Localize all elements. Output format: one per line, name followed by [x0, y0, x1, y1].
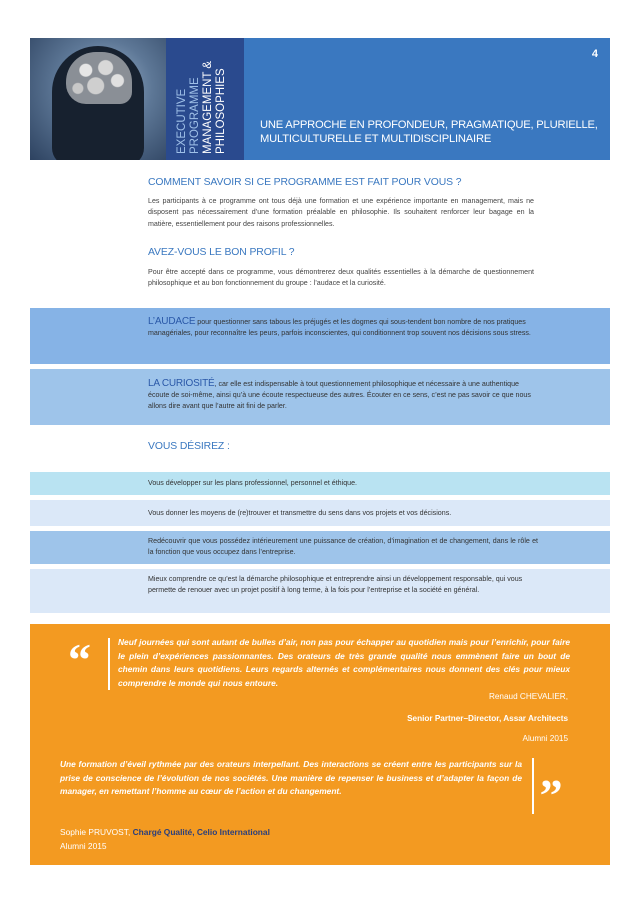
quality-curiosite-text	[148, 378, 538, 413]
tagline-line-2: MULTICULTURELLE ET MULTIDISCIPLINAIRE	[260, 133, 492, 145]
testimonial-2-signature	[60, 827, 270, 837]
section-title-fit: COMMENT SAVOIR SI CE PROGRAMME EST FAIT POUR VOUS ?	[148, 177, 462, 188]
section-text-profile: Pour être accepté dans ce programme, vous démontrerez deux qualités essentielles à la démarche de questionnement philosophique et au bon fonctionnement du groupe : l’audace et la curiosité.	[148, 268, 534, 288]
testimonial-1-name: Renaud CHEVALIER,	[488, 692, 568, 701]
quote-bar-left	[108, 638, 110, 690]
section-text-fit: Les participants à ce programme ont tous déjà une formation et une expérience importante en management, mais ne disposent pas nécessairement d’une formation préalable en philosophie. Ils souhaitent renforcer leur bagage en la matière, essentiellement pour des raisons professionnelles.	[148, 197, 534, 228]
quote-open-icon: “	[68, 634, 91, 685]
wish-text-2: Vous donner les moyens de (re)trouver et transmettre du sens dans vos projets et vos décisions.	[148, 509, 452, 517]
quality-curiosite-desc: , car elle est indispensable à tout questionnement philosophique et nécessaire à une authentique écoute de soi-même, ainsi qu’à une écoute respectueuse des autres. Écouter en ce sens, c’est ne pas savoir ce que nous allons dire avant que l’autre ait fini de parler.	[148, 380, 531, 411]
quality-curiosite-band	[30, 369, 610, 425]
quality-audace-desc: pour questionner sans tabous les préjugés et les dogmes qui sous-tendent bon nombre de nos pratiques managériales, pour reconnaître les peurs, parfois inconscientes, qui conditionnent trop souvent nos décisions sous stress.	[148, 318, 531, 338]
quote-bar-right	[532, 758, 534, 814]
wish-band-1	[30, 472, 610, 495]
quality-audace-text	[148, 316, 538, 339]
testimonial-1-text: Neuf journées qui sont autant de bulles d’air, non pas pour échapper au quotidien mais pour l’enrichir, pour faire le plein d’expériences passionnantes. Des orateurs de très grande qualité nous emmènent faire un bout de chemin dans leurs quotidiens. Leurs regards alternés et complémentaires nous donnent des clés pour mieux comprendre le monde qui nous entoure.	[118, 637, 570, 688]
testimonial-2-text: Une formation d’éveil rythmée par des orateurs interpellant. Des interactions se créent entre les participants sur la prise de conscience de l’évolution de nos sociétés. Une manière de repenser le business et d’adapter la façon de manager, en remettant l’homme au cœur de l’action et du changement.	[60, 759, 522, 796]
quality-curiosite-keyword: LA CURIOSITÉ	[148, 378, 215, 389]
wish-band-2	[30, 500, 610, 526]
program-title-line-1: EXECUTIVE	[176, 88, 188, 154]
gears-image	[66, 52, 132, 104]
testimonial-1-role: Senior Partner–Director, Assar Architects	[407, 714, 568, 723]
testimonial-2-name: Sophie PRUVOST,	[60, 827, 131, 837]
wish-text-4: Mieux comprendre ce qu’est la démarche philosophique et entreprendre ainsi un développement responsable, qui vous permette de renouer avec un projet positif à long terme, à la fois pour l’entreprise et la société en général.	[148, 575, 523, 595]
wish-text-3: Redécouvrir que vous possédez intérieurement une puissance de création, d’imagination et de changement, dans le rôle et la fonction que vous occupez dans l’entreprise.	[148, 537, 538, 557]
header-tagline	[260, 118, 598, 146]
testimonials-block	[30, 624, 610, 865]
wish-band-4	[30, 569, 610, 613]
head-gears-photo	[30, 38, 166, 160]
quote-close-icon: „	[540, 746, 563, 797]
section-title-profile: AVEZ-VOUS LE BON PROFIL ?	[148, 247, 295, 258]
program-title	[176, 42, 228, 154]
quality-audace-keyword: L’AUDACE	[148, 316, 196, 327]
testimonial-2-alumni: Alumni 2015	[60, 841, 107, 851]
header-banner	[30, 38, 610, 160]
testimonial-1-alumni: Alumni 2015	[522, 734, 568, 743]
wish-band-3	[30, 531, 610, 564]
testimonial-2-role: Chargé Qualité, Celio International	[132, 827, 270, 837]
page-number: 4	[591, 48, 598, 60]
program-title-line-4: PHILOSOPHIES	[215, 68, 227, 154]
program-title-line-2: PROGRAMME	[189, 77, 201, 154]
section-title-wishes: VOUS DÉSIREZ :	[148, 441, 230, 452]
program-title-line-3: MANAGEMENT &	[202, 60, 214, 154]
wish-text-1: Vous développer sur les plans professionnel, personnel et éthique.	[148, 479, 358, 487]
tagline-line-1: UNE APPROCHE EN PROFONDEUR, PRAGMATIQUE, PLURIELLE,	[260, 119, 598, 131]
quality-audace-band	[30, 308, 610, 364]
